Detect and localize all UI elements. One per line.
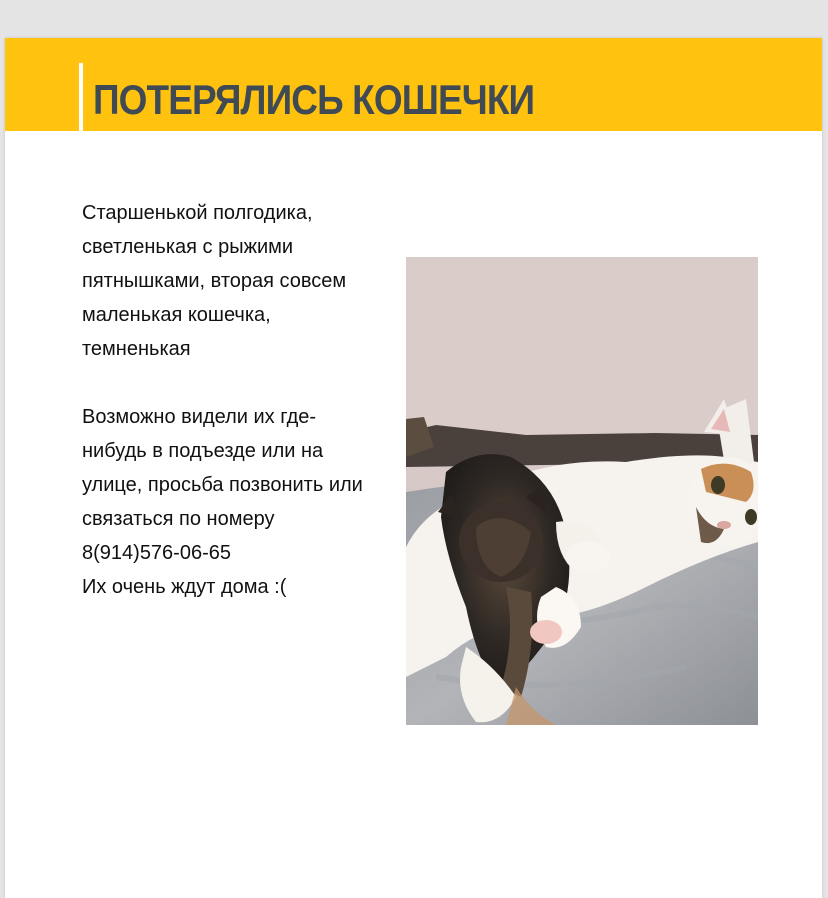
poster-text <box>82 196 407 604</box>
poster-title: ПОТЕРЯЛИСЬ КОШЕЧКИ <box>93 76 535 123</box>
contact-request: Возможно видели их где- нибудь в подъезде или на улице, просьба позвонить или связаться по номеру 8(914)576-06-65 Их очень ждут дома :( <box>82 406 363 598</box>
cats-photo-icon <box>406 257 758 725</box>
header-divider <box>79 63 83 131</box>
cats-description: Старшенькой полгодика, светленькая с рыжими пятнышками, вторая совсем маленькая кошечка, темненькая <box>82 202 347 360</box>
poster-page <box>5 38 822 898</box>
